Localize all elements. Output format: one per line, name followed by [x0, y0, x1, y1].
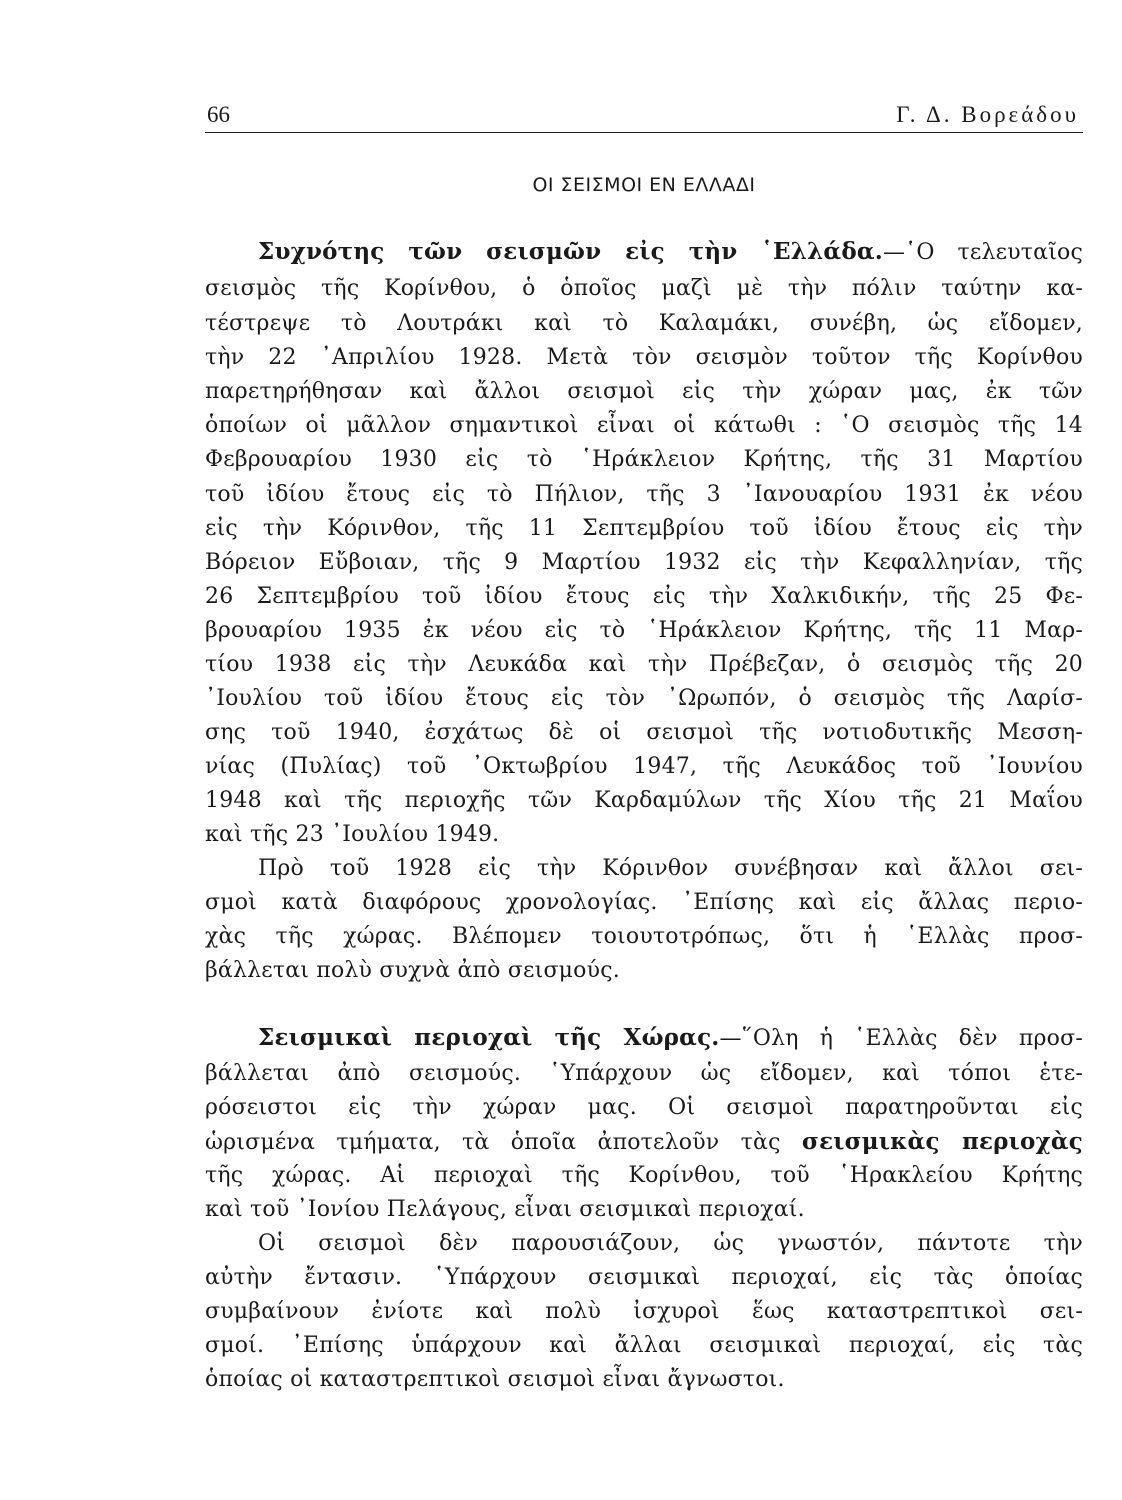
paragraph-line: ὡρισμένα τμήματα, τὰ ὁποῖα ἀποτελοῦν τὰς σεισμικὰς περιοχὰς [205, 1128, 1083, 1155]
paragraph-line: τοῦ ἰδίου ἔτους εἰς τὸ Πήλιον, τῆς 3 ᾿Ιανουαρίου 1931 ἐκ νέου [205, 482, 1083, 507]
paragraph-line: Οἱ σεισμοὶ δὲν παρουσιάζουν, ὡς γνωστόν, πάντοτε τὴν [258, 1231, 1083, 1256]
paragraph-line: τῆς χώρας. Αἱ περιοχαὶ τῆς Κορίνθου, τοῦ ῾Ηρακλείου Κρήτης [205, 1163, 1083, 1188]
paragraph-line: ὁποίων οἱ μᾶλλον σημαντικοὶ εἶναι οἱ κάτωθι : ῾Ο σεισμὸς τῆς 14 [205, 413, 1083, 438]
paragraph-line: ᾿Ιουλίου τοῦ ἰδίου ἔτους εἰς τὸν ᾿Ωρωπόν, ὁ σεισμὸς τῆς Λαρίσ- [205, 686, 1083, 711]
paragraph-heading: Συχνότης τῶν σεισμῶν εἰς τὴν ῾Ελλάδα. [258, 238, 883, 265]
paragraph-line: τὴν 22 ᾿Απριλίου 1928. Μετὰ τὸν σεισμὸν τοῦτον τῆς Κορίνθου [205, 345, 1083, 370]
paragraph-line: τίου 1938 εἰς τὴν Λευκάδα καὶ τὴν Πρέβεζαν, ὁ σεισμὸς τῆς 20 [205, 652, 1083, 677]
paragraph-line: σμοί. ᾿Επίσης ὑπάρχουν καὶ ἄλλαι σεισμικαὶ περιοχαί, εἰς τὰς [205, 1333, 1083, 1358]
page-number: 66 [207, 102, 230, 127]
paragraph-line: Φεβρουαρίου 1930 εἰς τὸ ῾Ηράκλειον Κρήτης, τῆς 31 Μαρτίου [205, 447, 1083, 472]
paragraph-line: 1948 καὶ τῆς περιοχῆς τῶν Καρδαμύλων τῆς Χίου τῆς 21 Μαΐου [205, 788, 1083, 813]
paragraph-line: βάλλεται ἀπὸ σεισμούς. ῾Υπάρχουν ὡς εἴδομεν, καὶ τόποι ἑτε- [205, 1061, 1083, 1086]
paragraph-line: Σεισμικαὶ περιοχαὶ τῆς Χώρας.—῞Ολη ἡ ῾Ελλὰς δὲν προσ- [258, 1024, 1083, 1051]
running-head-author: Γ. Δ. Βορεάδου [896, 102, 1079, 127]
paragraph-line: καὶ τῆς 23 ᾿Ιουλίου 1949. [205, 822, 500, 847]
paragraph-line: καὶ τοῦ ᾿Ιονίου Πελάγους, εἶναι σεισμικαὶ περιοχαί. [205, 1197, 805, 1222]
page-header [205, 98, 1083, 133]
paragraph-line: χὰς τῆς χώρας. Βλέπομεν τοιουτοτρόπως, ὅτι ἡ ῾Ελλὰς προσ- [205, 924, 1083, 949]
paragraph-line: νίας (Πυλίας) τοῦ ᾿Οκτωβρίου 1947, τῆς Λευκάδος τοῦ ᾿Ιουνίου [205, 754, 1083, 779]
paragraph-heading: Σεισμικαὶ περιοχαὶ τῆς Χώρας. [258, 1024, 720, 1051]
paragraph-line: αὐτὴν ἔντασιν. ῾Υπάρχουν σεισμικαὶ περιοχαί, εἰς τὰς ὁποίας [205, 1265, 1083, 1290]
paragraph-line: ὁποίας οἱ καταστρεπτικοὶ σεισμοὶ εἶναι ἄγνωστοι. [205, 1367, 785, 1392]
paragraph-line: βάλλεται πολὺ συχνὰ ἀπὸ σεισμούς. [205, 958, 620, 983]
paragraph-line: σμοὶ κατὰ διαφόρους χρονολογίας. ᾿Επίσης καὶ εἰς ἄλλας περιο- [205, 890, 1083, 915]
emphasized-term: σεισμικὰς περιοχὰς [801, 1128, 1083, 1155]
section-title: ΟΙ ΣΕΙΣΜΟΙ ΕΝ ΕΛΛΑΔΙ [532, 174, 756, 196]
paragraph-line: Πρὸ τοῦ 1928 εἰς τὴν Κόρινθον συνέβησαν καὶ ἄλλοι σει- [258, 856, 1083, 881]
paragraph-line: ρόσειστοι εἰς τὴν χώραν μας. Οἱ σεισμοὶ παρατηροῦνται εἰς [205, 1095, 1083, 1120]
paragraph-line: 26 Σεπτεμβρίου τοῦ ἰδίου ἔτους εἰς τὴν Χαλκιδικήν, τῆς 25 Φε- [205, 584, 1083, 609]
paragraph-line: Συχνότης τῶν σεισμῶν εἰς τὴν ῾Ελλάδα.—῾Ο τελευταῖος [258, 238, 1083, 265]
paragraph-line: συμβαίνουν ἐνίοτε καὶ πολὺ ἰσχυροὶ ἕως καταστρεπτικοὶ σει- [205, 1299, 1083, 1324]
paragraph-line: παρετηρήθησαν καὶ ἄλλοι σεισμοὶ εἰς τὴν χώραν μας, ἐκ τῶν [205, 379, 1083, 404]
paragraph-line: σης τοῦ 1940, ἐσχάτως δὲ οἱ σεισμοὶ τῆς νοτιοδυτικῆς Μεσση- [205, 720, 1083, 745]
paragraph-line: Βόρειον Εὔβοιαν, τῆς 9 Μαρτίου 1932 εἰς τὴν Κεφαλληνίαν, τῆς [205, 550, 1083, 575]
paragraph-line: βρουαρίου 1935 ἐκ νέου εἰς τὸ ῾Ηράκλειον Κρήτης, τῆς 11 Μαρ- [205, 618, 1083, 643]
paragraph-line: εἰς τὴν Κόρινθον, τῆς 11 Σεπτεμβρίου τοῦ ἰδίου ἔτους εἰς τὴν [205, 516, 1083, 541]
paragraph-line: τέστρεψε τὸ Λουτράκι καὶ τὸ Καλαμάκι, συνέβη, ὡς εἴδομεν, [205, 311, 1083, 336]
paragraph-line: σεισμὸς τῆς Κορίνθου, ὁ ὁποῖος μαζὶ μὲ τὴν πόλιν ταύτην κα- [205, 276, 1083, 301]
